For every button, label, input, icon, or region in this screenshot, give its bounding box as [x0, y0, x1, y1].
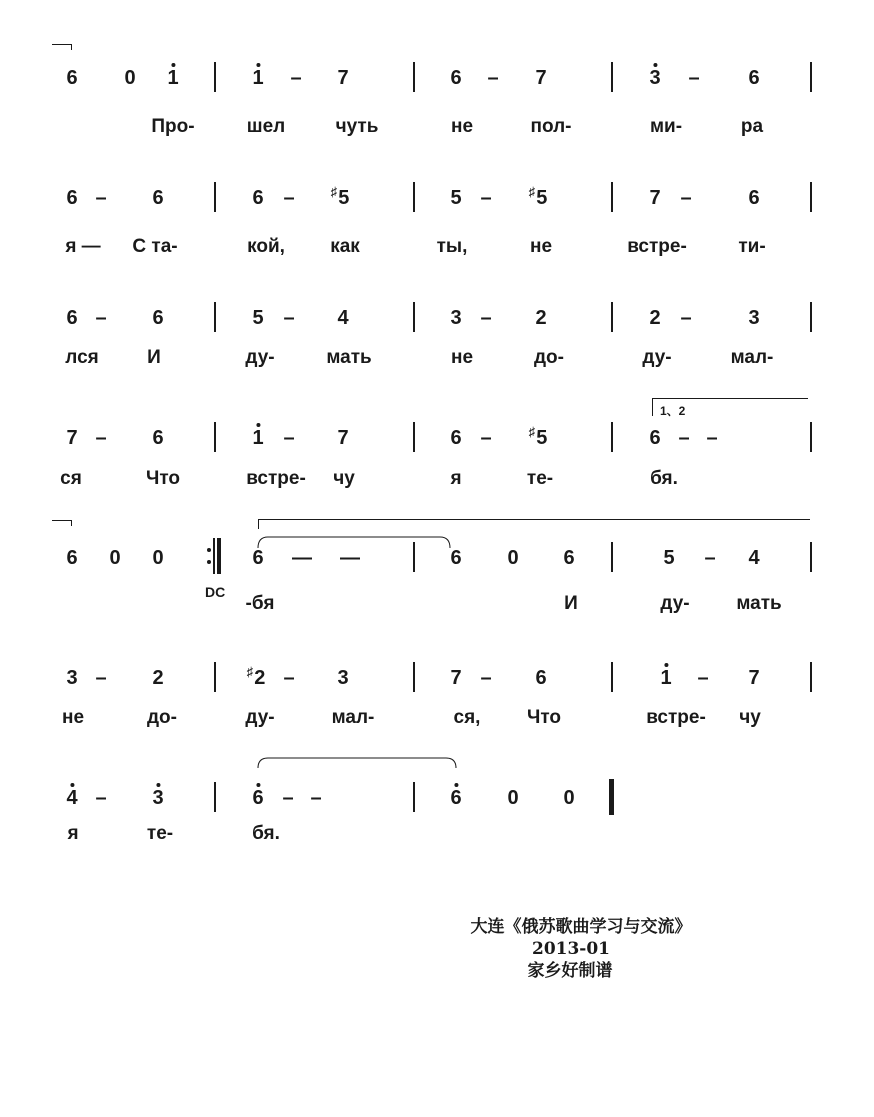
lyric: я — [67, 823, 79, 844]
note: – — [290, 67, 302, 89]
barline — [413, 302, 415, 332]
note: – — [95, 307, 107, 329]
lyric: шел — [246, 116, 286, 137]
lyric: ду- — [245, 347, 275, 368]
barline — [810, 182, 812, 212]
note: 0 — [124, 67, 136, 89]
repeat-dot — [207, 560, 211, 564]
sharp-icon: ♯ — [528, 184, 536, 199]
sharp-icon: ♯ — [528, 424, 536, 439]
note: – — [480, 667, 492, 689]
note: 6 — [252, 787, 263, 809]
note: 6 — [252, 547, 264, 569]
lyric: ся, — [453, 707, 481, 728]
note: 4 — [66, 787, 77, 809]
note: ♯5 — [330, 184, 350, 209]
note: – — [487, 67, 499, 89]
note: 7 — [337, 427, 349, 449]
sharp-icon: ♯ — [330, 184, 338, 199]
note: 6 — [450, 547, 462, 569]
barline — [214, 422, 216, 452]
note: 3 — [649, 67, 660, 89]
barline — [810, 302, 812, 332]
lyric: я — — [65, 236, 101, 257]
note: 6 — [450, 427, 462, 449]
barline — [413, 782, 415, 812]
lyric: встре- — [246, 468, 306, 489]
lyric: ра — [740, 116, 764, 137]
note: – — [95, 787, 107, 809]
note: 0 — [152, 547, 164, 569]
note: 6 — [450, 787, 461, 809]
repeat-dot — [207, 548, 211, 552]
lyric: я — [450, 468, 462, 489]
lyric: ты, — [436, 236, 468, 257]
lyric: Что — [145, 468, 181, 489]
note: — — [292, 547, 312, 569]
lyric: мать — [736, 593, 782, 614]
lyric: не — [61, 707, 85, 728]
note: 6 — [535, 667, 547, 689]
credit-source: 大连《俄苏歌曲学习与交流》 — [470, 917, 692, 937]
note: – — [283, 427, 295, 449]
credit-author: 家乡好制谱 — [527, 961, 613, 981]
barline — [611, 302, 613, 332]
barline — [214, 62, 216, 92]
note: 6 — [450, 67, 462, 89]
barline — [413, 662, 415, 692]
note: – — [480, 427, 492, 449]
lyric: ся — [60, 468, 82, 489]
lyric: чу — [333, 468, 355, 489]
barline — [611, 62, 613, 92]
bracket-mark — [71, 44, 72, 50]
lyric: И — [147, 347, 161, 368]
note: – — [283, 307, 295, 329]
lyric: как — [330, 236, 360, 257]
note: 0 — [507, 547, 519, 569]
note: – — [95, 187, 107, 209]
note: 3 — [450, 307, 462, 329]
lyric: до- — [147, 707, 177, 728]
barline — [810, 662, 812, 692]
lyric: встре- — [627, 236, 687, 257]
note: 6 — [252, 187, 264, 209]
lyric: пол- — [530, 116, 572, 137]
barline — [214, 302, 216, 332]
lyric: -бя — [245, 593, 275, 614]
barline — [611, 542, 613, 572]
note: 3 — [66, 667, 78, 689]
note: – — [680, 187, 692, 209]
lyric: ду- — [642, 347, 672, 368]
note: 4 — [748, 547, 760, 569]
note: – — [706, 427, 718, 449]
lyric: не — [450, 347, 474, 368]
lyric: не — [450, 116, 474, 137]
barline — [214, 662, 216, 692]
note: 6 — [649, 427, 661, 449]
barline — [413, 542, 415, 572]
note: ♯2 — [246, 664, 266, 689]
barline — [413, 62, 415, 92]
note: 6 — [66, 307, 78, 329]
ending-bracket — [258, 519, 810, 520]
note: ♯5 — [528, 184, 548, 209]
sharp-icon: ♯ — [246, 664, 254, 679]
note: 6 — [66, 67, 78, 89]
note: 6 — [152, 187, 164, 209]
note: 3 — [152, 787, 163, 809]
note: – — [678, 427, 690, 449]
note: 3 — [337, 667, 349, 689]
barline — [214, 182, 216, 212]
lyric: мал- — [331, 707, 375, 728]
barline — [413, 422, 415, 452]
barline — [810, 422, 812, 452]
lyric: С та- — [132, 236, 178, 257]
barline — [611, 662, 613, 692]
note: 6 — [66, 187, 78, 209]
note: – — [282, 787, 294, 809]
note: 7 — [450, 667, 462, 689]
note: 4 — [337, 307, 349, 329]
note: — — [340, 547, 360, 569]
lyric: мал- — [730, 347, 774, 368]
note: 0 — [507, 787, 519, 809]
barline — [413, 182, 415, 212]
bracket-mark — [52, 44, 72, 45]
note: – — [95, 667, 107, 689]
note: 7 — [337, 67, 349, 89]
lyric: чуть — [335, 116, 379, 137]
note: – — [680, 307, 692, 329]
volta-bracket — [652, 398, 653, 416]
note: 1 — [660, 667, 671, 689]
note: 7 — [649, 187, 661, 209]
ending-bracket — [258, 519, 259, 529]
final-barline — [609, 779, 614, 815]
note: 7 — [535, 67, 547, 89]
lyric: Что — [526, 707, 562, 728]
note: 6 — [152, 427, 164, 449]
bracket-mark — [71, 520, 72, 526]
lyric: те- — [526, 468, 554, 489]
dc-label: DC — [205, 584, 226, 600]
lyric: ми- — [649, 116, 683, 137]
note: – — [688, 67, 700, 89]
note: 7 — [748, 667, 760, 689]
note: 5 — [252, 307, 264, 329]
bracket-mark — [52, 520, 72, 521]
note: – — [283, 187, 295, 209]
lyric: не — [529, 236, 553, 257]
credit-date: 2013-01 — [531, 939, 611, 959]
note: 6 — [66, 547, 78, 569]
note: 6 — [748, 187, 760, 209]
note: 5 — [450, 187, 462, 209]
barline — [214, 782, 216, 812]
volta-label: 1、2 — [660, 404, 686, 418]
note: 0 — [563, 787, 575, 809]
repeat-barline — [213, 538, 215, 574]
lyric: И — [564, 593, 578, 614]
note: 6 — [563, 547, 575, 569]
lyric: до- — [534, 347, 564, 368]
lyric: Про- — [151, 116, 195, 137]
note: – — [480, 307, 492, 329]
barline — [611, 422, 613, 452]
lyric: бя. — [650, 468, 678, 489]
barline — [810, 542, 812, 572]
note: 3 — [748, 307, 760, 329]
lyric: кой, — [247, 236, 285, 257]
barline — [810, 62, 812, 92]
note: ♯5 — [528, 424, 548, 449]
note: 5 — [663, 547, 675, 569]
volta-bracket — [652, 398, 808, 399]
lyric: лся — [65, 347, 99, 368]
note: – — [310, 787, 322, 809]
barline — [611, 182, 613, 212]
note: 2 — [535, 307, 547, 329]
repeat-barline — [217, 538, 221, 574]
note: 6 — [748, 67, 760, 89]
note: – — [480, 187, 492, 209]
lyric: те- — [146, 823, 174, 844]
note: 2 — [649, 307, 661, 329]
tie-arc — [254, 754, 460, 770]
note: – — [697, 667, 709, 689]
lyric: ти- — [738, 236, 766, 257]
note: 1 — [252, 427, 263, 449]
note: 0 — [109, 547, 121, 569]
lyric: ду- — [245, 707, 275, 728]
lyric: встре- — [646, 707, 706, 728]
lyric: чу — [739, 707, 761, 728]
note: 6 — [152, 307, 164, 329]
lyric: ду- — [660, 593, 690, 614]
note: 2 — [152, 667, 164, 689]
note: – — [95, 427, 107, 449]
note: 1 — [252, 67, 263, 89]
note: 1 — [167, 67, 178, 89]
note: – — [704, 547, 716, 569]
note: 7 — [66, 427, 78, 449]
lyric: мать — [326, 347, 372, 368]
note: – — [283, 667, 295, 689]
lyric: бя. — [252, 823, 280, 844]
